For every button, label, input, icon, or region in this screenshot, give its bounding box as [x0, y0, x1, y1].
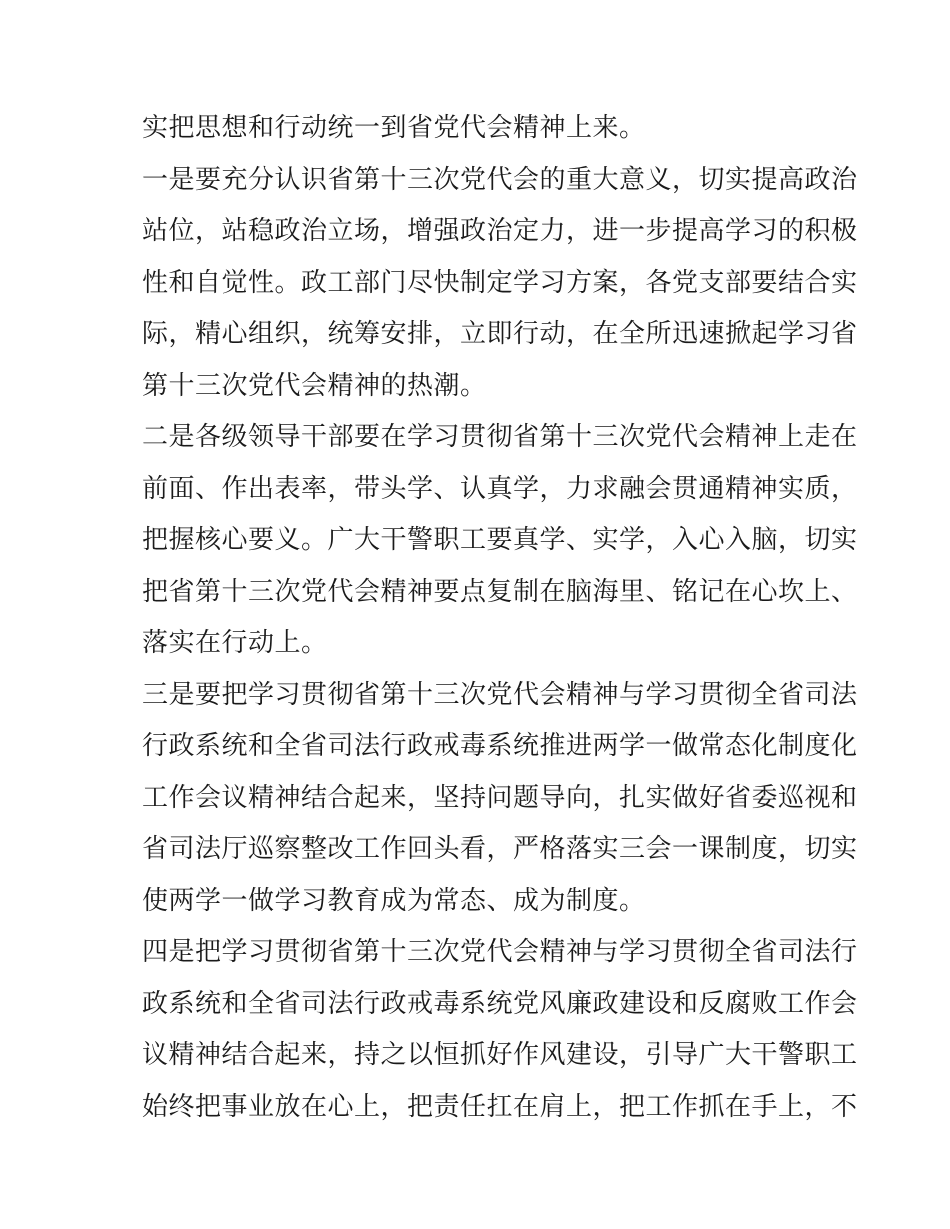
body-text: [142, 103, 858, 1133]
text-line-17: 四是把学习贯彻省第十三次党代会精神与学习贯彻全省司法行: [142, 937, 858, 967]
text-line-4: 性和自觉性。政工部门尽快制定学习方案，各党支部要结合实: [142, 267, 858, 298]
text-line-15: 省司法厅巡察整改工作回头看，严格落实三会一课制度，切实: [142, 834, 858, 864]
text-line-16: 使两学一做学习教育成为常态、成为制度。: [142, 885, 646, 916]
text-line-14: 工作会议精神结合起来，坚持问题导向，扎实做好省委巡视和: [142, 782, 858, 813]
text-line-10: 把省第十三次党代会精神要点复制在脑海里、铭记在心坎上、: [142, 576, 858, 607]
text-line-5: 际，精心组织，统筹安排，立即行动，在全所迅速掀起学习省: [142, 319, 858, 349]
text-line-20: 始终把事业放在心上，把责任扛在肩上，把工作抓在手上，不: [142, 1091, 858, 1122]
text-line-19: 议精神结合起来，持之以恒抓好作风建设，引导广大干警职工: [142, 1040, 858, 1070]
text-line-9: 把握核心要义。广大干警职工要真学、实学，入心入脑，切实: [142, 525, 858, 555]
text-line-12: 三是要把学习贯彻省第十三次党代会精神与学习贯彻全省司法: [142, 679, 858, 710]
text-line-1: 实把思想和行动统一到省党代会精神上来。: [142, 113, 646, 143]
text-line-6: 第十三次党代会精神的热潮。: [142, 370, 487, 401]
text-line-2: 一是要充分认识省第十三次党代会的重大意义，切实提高政治: [142, 164, 858, 195]
text-line-11: 落实在行动上。: [142, 628, 328, 658]
text-line-7: 二是各级领导干部要在学习贯彻省第十三次党代会精神上走在: [142, 422, 858, 452]
text-line-3: 站位，站稳政治立场，增强政治定力，进一步提高学习的积极: [142, 216, 858, 246]
text-line-8: 前面、作出表率，带头学、认真学，力求融会贯通精神实质，: [142, 473, 858, 504]
text-line-13: 行政系统和全省司法行政戒毒系统推进两学一做常态化制度化: [142, 731, 858, 761]
text-line-18: 政系统和全省司法行政戒毒系统党风廉政建设和反腐败工作会: [142, 988, 858, 1019]
